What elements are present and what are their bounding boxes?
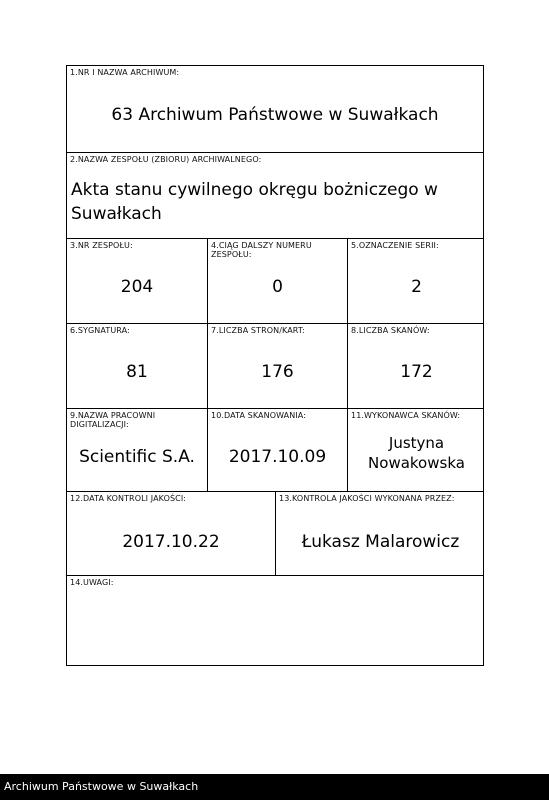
row-signature bbox=[67, 324, 483, 409]
notes-label: 14.UWAGI: bbox=[70, 578, 114, 587]
cell-studio bbox=[67, 409, 207, 491]
scans-label: 8.LICZBA SKANÓW: bbox=[351, 326, 430, 335]
footer-text: Archiwum Państwowe w Suwałkach bbox=[4, 780, 199, 793]
scanner-value-line2: Nowakowska bbox=[368, 454, 465, 472]
cell-signature bbox=[67, 324, 207, 408]
studio-value: Scientific S.A. bbox=[79, 447, 195, 467]
continuation-label: 4.CIĄG DALSZY NUMERU ZESPOŁU: bbox=[211, 241, 312, 259]
row-fonds bbox=[67, 153, 483, 239]
archive-label: 1.NR I NAZWA ARCHIWUM: bbox=[70, 68, 180, 77]
cell-scan-date bbox=[207, 409, 347, 491]
fonds-value: Akta stanu cywilnego okręgu bożniczego w Suwałkach bbox=[71, 180, 438, 224]
fonds-number-label: 3.NR ZESPOŁU: bbox=[70, 241, 133, 250]
qc-by-label: 13.KONTROLA JAKOŚCI WYKONANA PRZEZ: bbox=[279, 494, 455, 503]
pages-label: 7.LICZBA STRON/KART: bbox=[211, 326, 305, 335]
row-fonds-number bbox=[67, 239, 483, 324]
row-archive bbox=[67, 66, 483, 153]
cell-continuation bbox=[207, 239, 347, 323]
qc-by-value: Łukasz Malarowicz bbox=[301, 532, 460, 552]
fonds-label: 2.NAZWA ZESPOŁU (ZBIORU) ARCHIWALNEGO: bbox=[70, 155, 262, 164]
row-studio bbox=[67, 409, 483, 492]
scanner-value-line1: Justyna bbox=[388, 434, 445, 452]
scan-date-value: 2017.10.09 bbox=[228, 447, 327, 467]
scan-date-label: 10.DATA SKANOWANIA: bbox=[211, 411, 307, 420]
scanner-label: 11.WYKONAWCA SKANÓW: bbox=[351, 411, 461, 420]
cell-pages bbox=[207, 324, 347, 408]
cell-archive bbox=[67, 66, 483, 152]
continuation-value: 0 bbox=[272, 277, 283, 297]
footer-bar bbox=[0, 774, 549, 800]
scans-value: 172 bbox=[400, 362, 433, 382]
series-label: 5.OZNACZENIE SERII: bbox=[351, 241, 439, 250]
qc-date-label: 12.DATA KONTROLI JAKOŚCI: bbox=[70, 494, 187, 503]
cell-fonds bbox=[67, 153, 483, 238]
cell-scans bbox=[347, 324, 485, 408]
row-quality-control bbox=[67, 492, 483, 576]
series-value: 2 bbox=[411, 277, 422, 297]
metadata-form bbox=[66, 65, 484, 666]
studio-label: 9.NAZWA PRACOWNI DIGITALIZACJI: bbox=[70, 411, 156, 429]
signature-value: 81 bbox=[126, 362, 148, 382]
fonds-number-value: 204 bbox=[120, 277, 154, 297]
cell-fonds-number bbox=[67, 239, 207, 323]
cell-series bbox=[347, 239, 485, 323]
pages-value: 176 bbox=[261, 362, 294, 382]
signature-label: 6.SYGNATURA: bbox=[70, 326, 130, 335]
archive-value: 63 Archiwum Państwowe w Suwałkach bbox=[111, 105, 439, 125]
qc-date-value: 2017.10.22 bbox=[122, 532, 220, 552]
cell-notes bbox=[67, 576, 483, 665]
row-notes bbox=[67, 576, 483, 665]
cell-qc-by bbox=[275, 492, 485, 575]
cell-qc-date bbox=[67, 492, 275, 575]
cell-scanner bbox=[347, 409, 485, 491]
